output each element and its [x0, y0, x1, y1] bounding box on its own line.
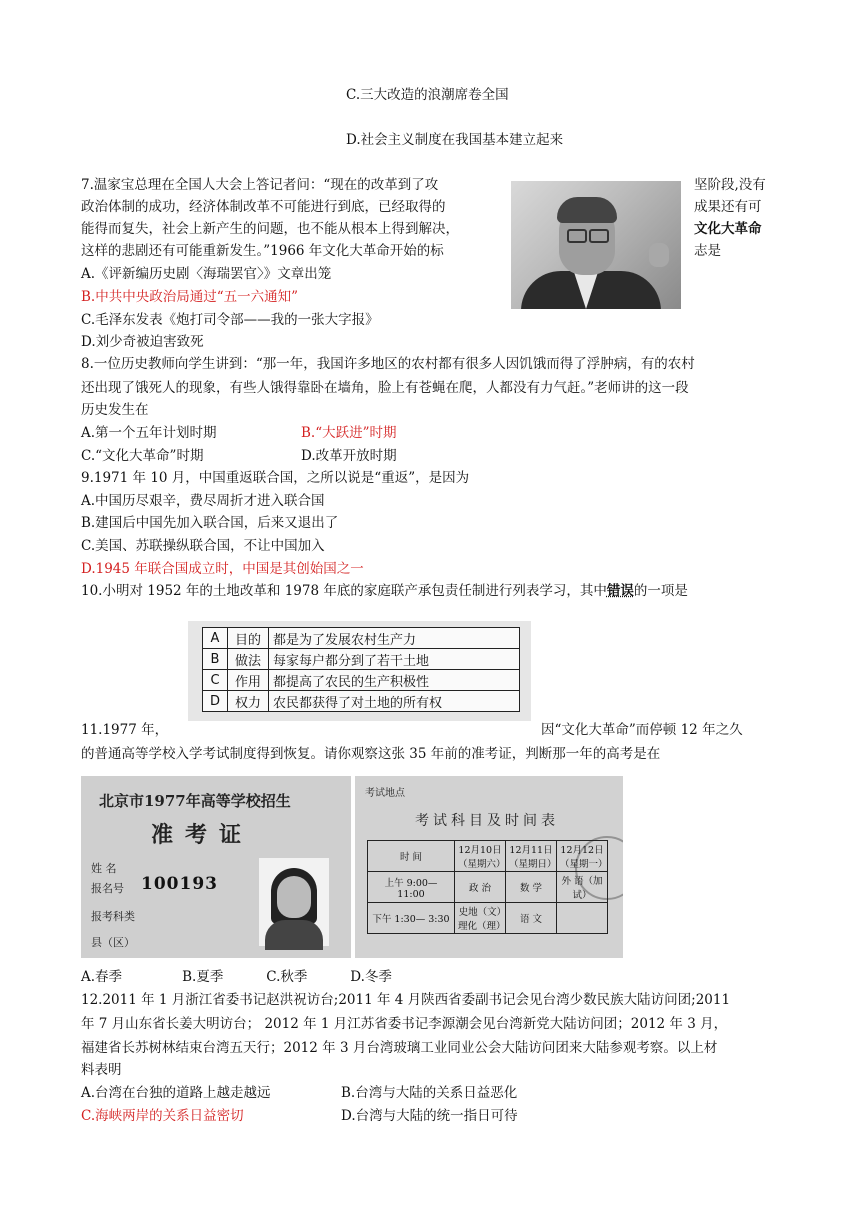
q7-option-c: C.毛泽东发表《炮打司令部——我的一张大字报》 [81, 312, 379, 328]
row-key: A [203, 628, 228, 649]
q8-text-3: 历史发生在 [81, 402, 149, 418]
q12-option-b: B.台湾与大陆的关系日益恶化 [341, 1085, 518, 1101]
q12-option-c: C.海峡两岸的关系日益密切 [81, 1108, 244, 1124]
q11-text-2: 的普通高等学校入学考试制度得到恢复。请你观察这张 35 年前的准考证，判断那一年的高考是在 [81, 746, 661, 762]
q7-option-d: D.刘少奇被迫害致死 [81, 334, 204, 350]
q9-option-c: C.美国、苏联操纵联合国，不让中国加入 [81, 538, 325, 554]
q7-text-3: 能得而复失，社会上新产生的问题，也不能从根本上得到解决， [81, 221, 459, 237]
q8-option-b: B.“大跃进”时期 [301, 425, 397, 441]
row-content: 农民都获得了对土地的所有权 [269, 691, 520, 712]
q9-option-d: D.1945 年联合国成立时，中国是其创始国之一 [81, 561, 364, 577]
table-row [203, 670, 520, 691]
row-field: 目的 [228, 628, 269, 649]
row-key: B [203, 649, 228, 670]
ticket-heading: 准考证 [151, 822, 254, 848]
student-photo [259, 858, 329, 946]
admission-ticket-back [355, 776, 623, 958]
row-field: 做法 [228, 649, 269, 670]
ticket-subject-label: 报考科类 [91, 910, 135, 923]
row-content: 每家每户都分到了若干土地 [269, 649, 520, 670]
q8-text-1: 8.一位历史教师向学生讲到：“那一年，我国许多地区的农村都有很多人因饥饿而得了浮肿病，有的农村 [81, 356, 695, 372]
q7-text-2: 政治体制的成功，经济体制改革不可能进行到底，已经取得的 [81, 199, 446, 215]
ticket-num-label: 报名号 [91, 882, 124, 895]
ticket-county-label: 县（区） [91, 936, 135, 949]
q7-text-4: 这样的悲剧还有可能重新发生。”1966 年文化大革命开始的标 [81, 243, 444, 259]
q10-text: 10.小明对 1952 年的土地改革和 1978 年底的家庭联产承包责任制进行列表学习，其中错误的一项是 [81, 583, 688, 599]
ticket-name-label: 姓 名 [91, 862, 117, 875]
ticket-title: 北京市1977年高等学校招生 [99, 792, 291, 810]
q12-text-4: 料表明 [81, 1062, 122, 1078]
q8-option-d: D.改革开放时期 [301, 448, 397, 464]
row-key: D [203, 691, 228, 712]
q12-option-d: D.台湾与大陆的统一指日可待 [341, 1108, 518, 1124]
ticket-schedule-title: 考试科目及时间表 [415, 813, 559, 829]
table-row [203, 628, 520, 649]
q9-option-b: B.建国后中国先加入联合国，后来又退出了 [81, 515, 339, 531]
q7-text-1: 7.温家宝总理在全国人大会上答记者问：“现在的改革到了攻 [81, 177, 439, 193]
q7-text-1-right: 坚阶段,没有 [694, 177, 766, 193]
q6-option-c: C.三大改造的浪潮席卷全国 [346, 87, 509, 103]
q12-text-3: 福建省长苏树林结束台湾五天行；2012 年 3 月台湾玻璃工业同业公会大陆访问团来大陆参观考察。以上材 [81, 1040, 718, 1056]
q9-option-a: A.中国历尽艰辛，费尽周折才进入联合国 [81, 493, 325, 509]
q11-text-1-right: 因“文化大革命”而停顿 12 年之久 [541, 722, 743, 738]
admission-ticket-front [81, 776, 351, 958]
ticket-place-label: 考试地点 [365, 788, 405, 799]
q10-emphasis: 错误 [606, 583, 634, 599]
table-row [203, 691, 520, 712]
land-reform-table [188, 621, 531, 721]
q7-text-3-right: 文化大革命 [694, 221, 762, 237]
exam-schedule-table: 时 间 12月10日（星期六） 12月11日（星期日） 12月12日（星期一） 上午 9:00—11:00 政 治 数 学 外 语（加试） 下午 1:30— 3:30 史地（文）理化（理） 语 文 [367, 840, 608, 934]
q9-text: 9.1971 年 10 月，中国重返联合国，之所以说是“重返”，是因为 [81, 470, 470, 486]
q12-option-a: A.台湾在台独的道路上越走越远 [81, 1085, 271, 1101]
q12-text-2: 年 7 月山东省长姜大明访台； 2012 年 1 月江苏省委书记李源潮会见台湾新党大陆访问团；2012 年 3 月， [81, 1016, 728, 1032]
q7-text-4-right: 志是 [694, 243, 721, 259]
row-field: 权力 [228, 691, 269, 712]
q11-options: A.春季 B.夏季 C.秋季 D.冬季 [81, 969, 392, 985]
q8-option-a: A.第一个五年计划时期 [81, 425, 217, 441]
row-content: 都是为了发展农村生产力 [269, 628, 520, 649]
row-key: C [203, 670, 228, 691]
ticket-number: 100193 [141, 874, 218, 894]
row-field: 作用 [228, 670, 269, 691]
q7-text-2-right: 成果还有可 [694, 199, 762, 215]
q12-text-1: 12.2011 年 1 月浙江省委书记赵洪祝访台;2011 年 4 月陕西省委副书记会见台湾少数民族大陆访问团;2011 [81, 992, 731, 1008]
q7-option-a: A.《评新编历史剧〈海瑞罢官〉》文章出笼 [81, 266, 332, 282]
q8-option-c: C.“文化大革命”时期 [81, 448, 204, 464]
table-row [203, 649, 520, 670]
row-content: 都提高了农民的生产积极性 [269, 670, 520, 691]
q6-option-d: D.社会主义制度在我国基本建立起来 [346, 132, 564, 148]
q8-text-2: 还出现了饿死人的现象，有些人饿得靠卧在墙角，脸上有苍蝇在爬，人都没有力气赶。”老师讲的这一段 [81, 380, 689, 396]
q7-option-b: B.中共中央政治局通过“五一六通知” [81, 289, 299, 305]
premier-photo [511, 181, 681, 309]
q11-text-1: 11.1977 年， [81, 722, 169, 738]
